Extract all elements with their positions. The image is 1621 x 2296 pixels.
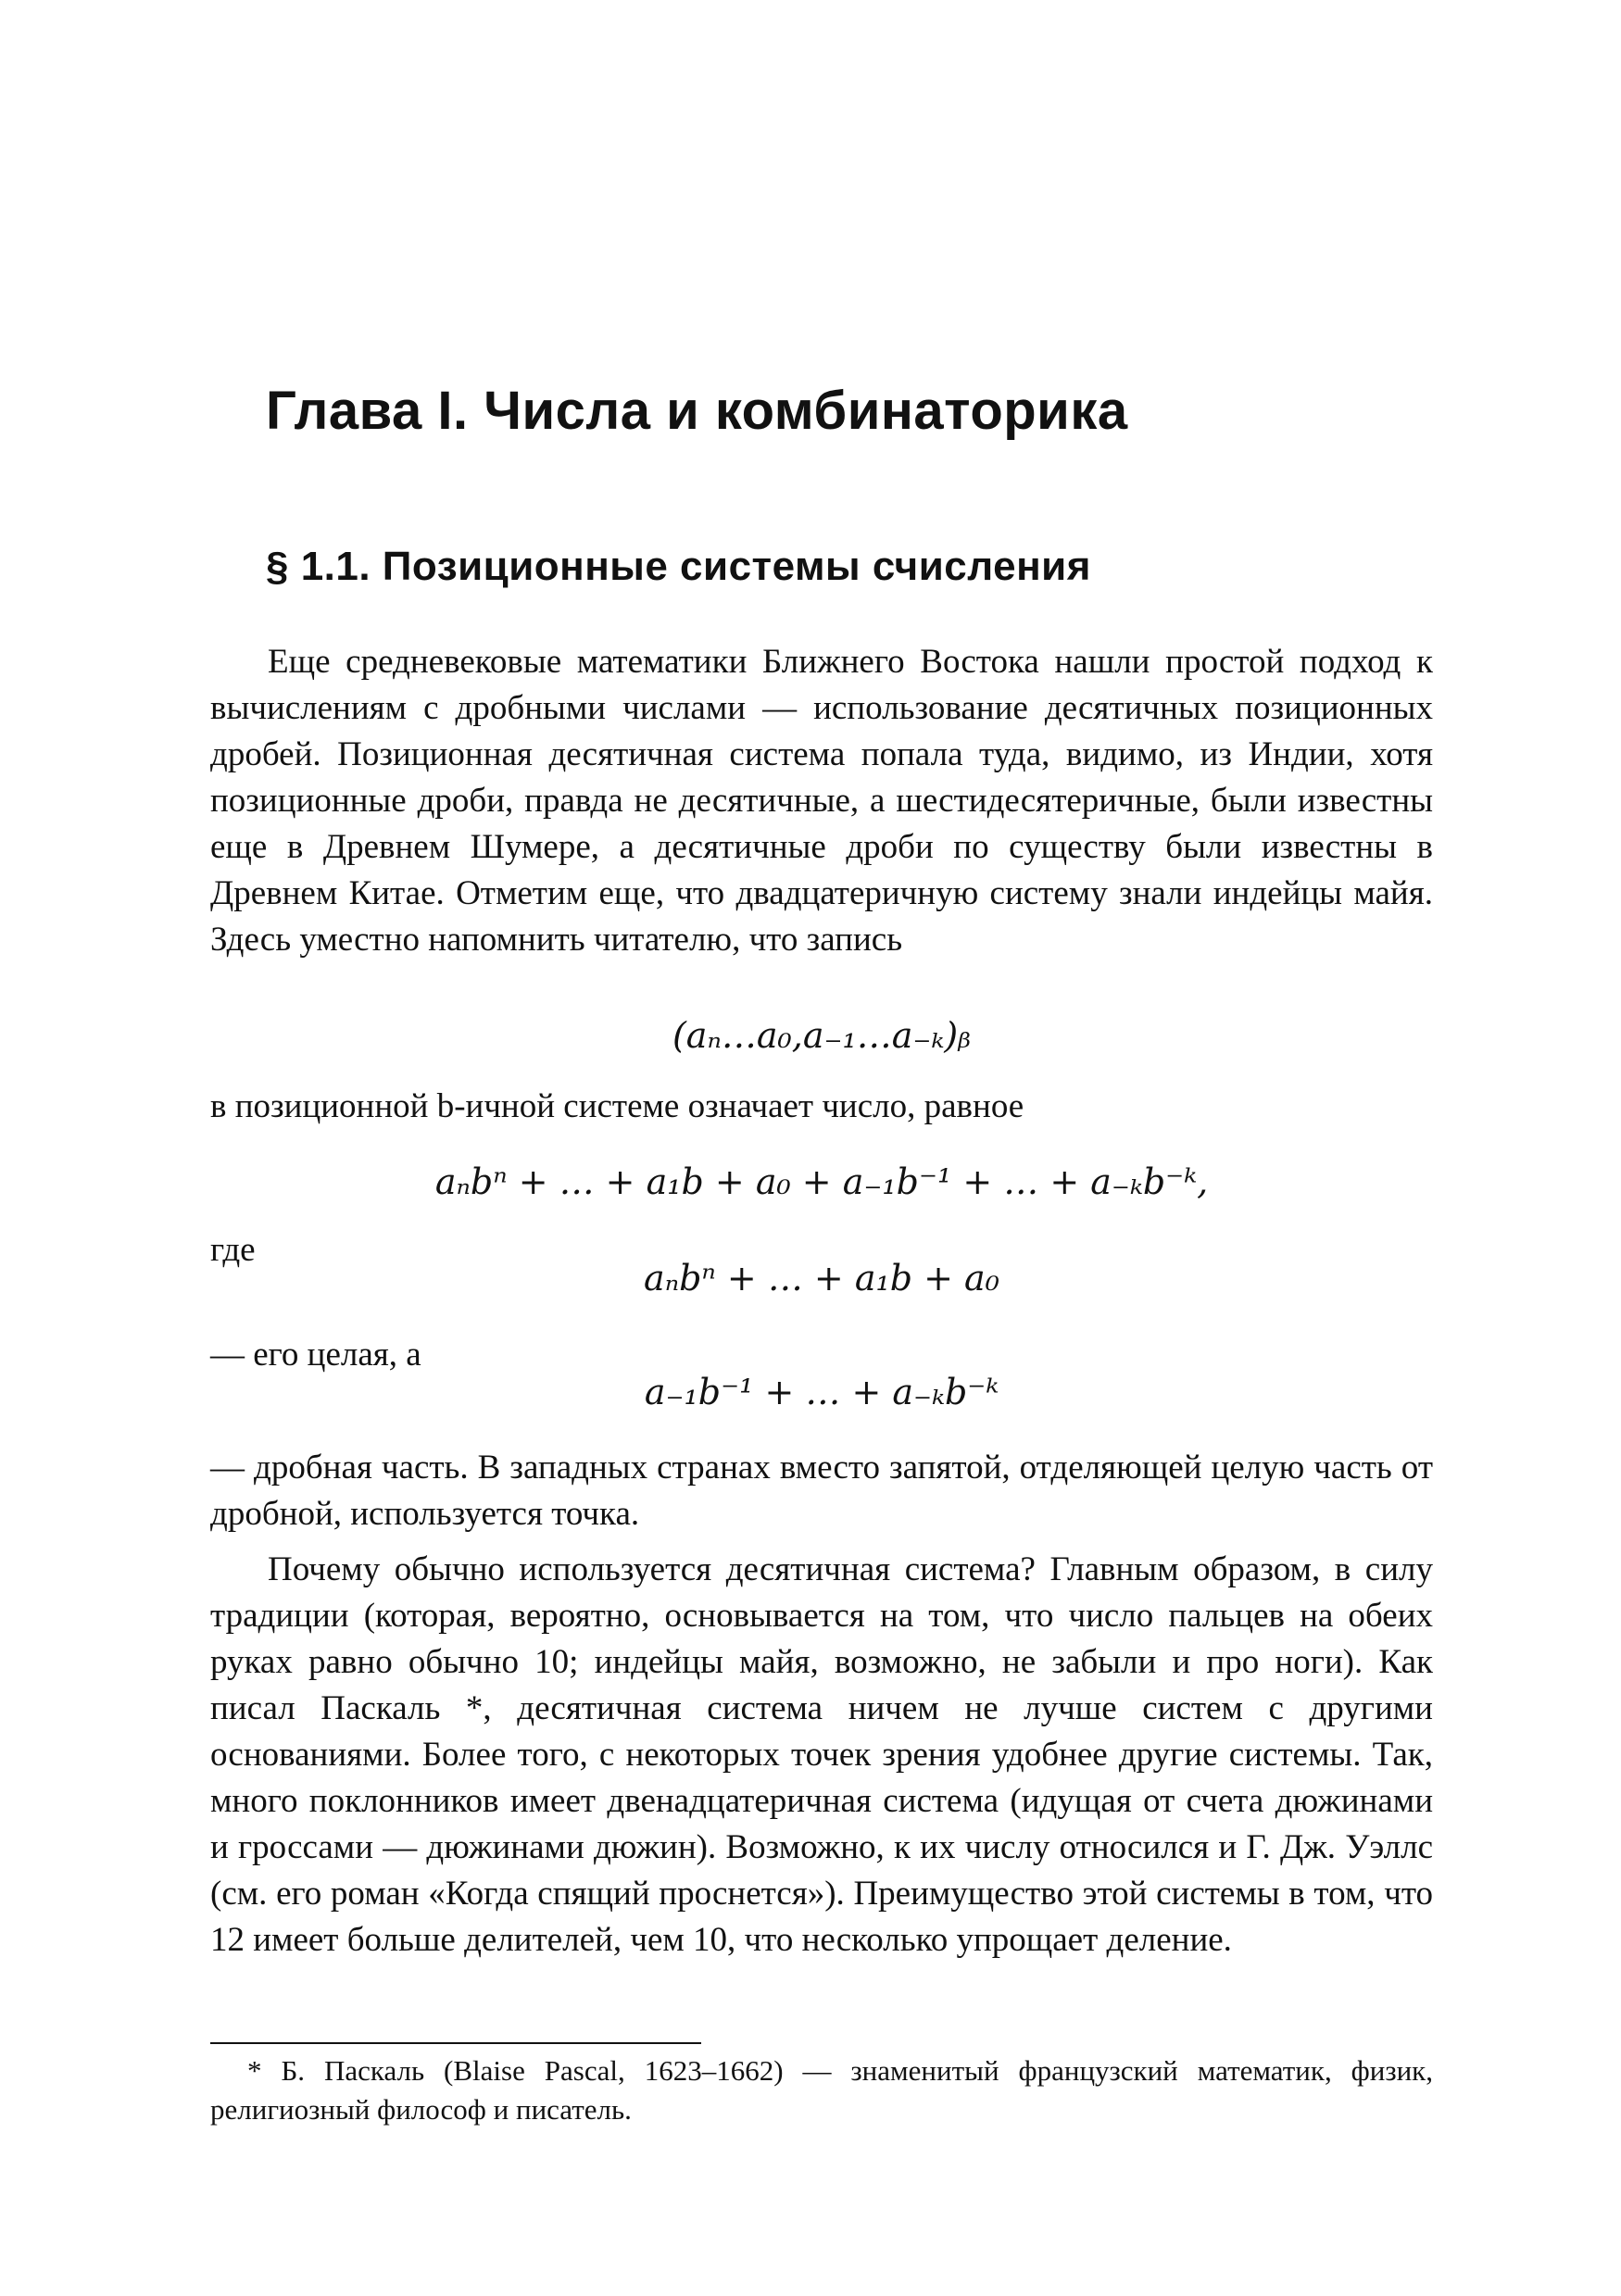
paragraph-why-decimal: Почему обычно используется десятичная система? Главным образом, в силу традиции (которая, вероятно, основывается на том, что число пальцев на обеих руках равно обычно 10; индейцы майя, возможно, не забыли и про ноги). Как писал Паскаль *, десятичная система ничем не лучше систем с другими основаниями. Более того, с некоторых точек зрения удобнее другие системы. Так, много поклонников имеет двенадцатеричная система (идущая от счета дюжинами и гроссами — дюжинами дюжин). Возможно, к их числу относился и Г. Дж. Уэллс (см. его роман «Когда спящий проснется»). Преимущество этой системы в том, что 12 имеет больше делителей, чем 10, что несколько упрощает деление. [210,1550,1433,1959]
footnote-pascal: * Б. Паскаль (Blaise Pascal, 1623–1662) — знаменитый французский математик, физик, религиозный философ и писатель. [210,2054,1433,2126]
footnote-divider [210,2042,701,2044]
formula-full-expansion: aₙbⁿ + … + a₁b + a₀ + a₋₁b⁻¹ + … + a₋ₖb⁻ᵏ, [434,1161,1209,1202]
paragraph-fractional-part: — дробная часть. В западных странах вместо запятой, отделяющей целую часть от дробной, используется точка. [210,1449,1433,1533]
paragraph-intro: Еще средневековые математики Ближнего Востока нашли простой подход к вычислениям с дробными числами — использование десятичных позиционных дробей. Позиционная десятичная система попала туда, видимо, из Индии, хотя позиционные дроби, правда не десятичные, а шестидесятеричные, были известны еще в Древнем Шумере, а десятичные дроби по существу были известны в Древнем Китае. Отметим еще, что двадцатеричную систему знали индейцы майя. Здесь уместно напомнить читателю, что запись [210,643,1433,959]
book-page [210,0,1433,2296]
formula-fractional-part: a₋₁b⁻¹ + … + a₋ₖb⁻ᵏ [644,1372,999,1412]
formula-integer-part: aₙbⁿ + … + a₁b + a₀ [644,1258,999,1299]
paragraph-meaning: в позиционной b-ичной системе означает число, равное [210,1087,1024,1125]
section-title: § 1.1. Позиционные системы счисления [266,544,1091,589]
formula-positional-notation: (aₙ…a₀,a₋₁…a₋ₖ)ᵦ [672,1015,972,1056]
label-where: где [210,1231,256,1269]
label-integer-part: — его целая, а [210,1336,421,1374]
chapter-title: Глава I. Числа и комбинаторика [266,381,1128,441]
